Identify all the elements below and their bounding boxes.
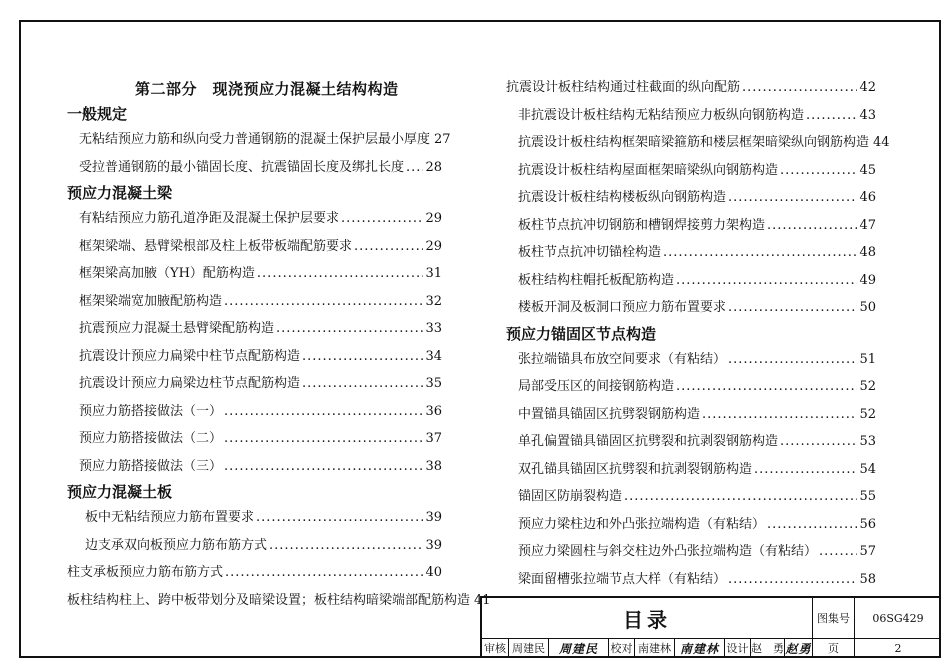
review-label: 审核 — [484, 642, 506, 655]
toc-entry-page: 34 — [425, 348, 442, 364]
toc-entry[interactable] — [67, 233, 442, 261]
toc-entry-title: 抗震预应力混凝土悬臂梁配筋构造 — [79, 321, 275, 336]
toc-entry[interactable] — [67, 315, 442, 343]
toc-entry-title: 抗震设计板柱结构楼板纵向钢筋构造 — [518, 190, 727, 205]
checker-signature: 南建林 — [679, 641, 719, 656]
toc-entry-page: 49 — [859, 272, 876, 288]
design-label-cell — [724, 638, 750, 658]
toc-leader-dots — [728, 566, 857, 593]
review-label-cell — [482, 638, 508, 658]
page-number-cell — [854, 638, 941, 658]
toc-entry-title: 柱支承板预应力筋布筋方式 — [67, 565, 224, 580]
designer-signature: 赵勇 — [785, 641, 812, 656]
toc-entry-page: 54 — [859, 461, 876, 477]
toc-leader-dots — [663, 239, 857, 266]
toc-entry[interactable] — [506, 74, 876, 102]
page-label-cell — [812, 638, 854, 658]
toc-entry-title: 无粘结预应力筋和纵向受力普通钢筋的混凝土保护层最小厚度 — [79, 132, 431, 147]
toc-right-column — [506, 74, 890, 593]
toc-entry-page: 50 — [859, 300, 876, 315]
toc-leader-dots — [624, 483, 857, 510]
toc-entry[interactable] — [67, 453, 442, 481]
toc-leader-dots — [780, 428, 857, 455]
toc-entry-page: 47 — [859, 217, 876, 233]
toc-entry-title: 边支承双向板预应力筋布筋方式 — [85, 537, 268, 553]
toc-entry[interactable] — [67, 260, 442, 288]
atlas-label-cell — [812, 598, 854, 638]
toc-entry[interactable] — [506, 212, 876, 240]
toc-leader-dots — [257, 260, 424, 287]
toc-leader-dots — [754, 456, 857, 483]
toc-entry-page: 41 — [474, 592, 491, 608]
title-block-top-row — [482, 598, 941, 639]
page-number: 2 — [894, 641, 902, 655]
atlas-number: 06SG429 — [872, 611, 924, 625]
toc-entry-page: 38 — [425, 458, 442, 474]
toc-entry[interactable] — [506, 566, 876, 594]
toc-entry-page: 31 — [425, 266, 442, 281]
toc-entry-page: 40 — [425, 565, 442, 580]
toc-entry[interactable] — [67, 126, 451, 154]
section-heading: 预应力锚固区节点构造 — [506, 324, 657, 343]
check-label: 校对 — [610, 642, 633, 655]
toc-entry-page: 29 — [425, 211, 442, 226]
toc-entry-title: 非抗震设计板柱结构无粘结预应力板纵向钢筋构造 — [518, 107, 805, 123]
toc-entry[interactable] — [506, 239, 876, 267]
toc-entry-title: 预应力梁柱边和外凸张拉端构造（有粘结） — [518, 516, 766, 532]
toc-leader-dots — [302, 343, 423, 370]
toc-leader-dots — [819, 538, 857, 565]
toc-entry-page: 56 — [859, 516, 876, 532]
toc-entry[interactable] — [506, 267, 876, 295]
toc-entry-title: 框架梁端宽加腋配筋构造 — [79, 293, 223, 309]
toc-leader-dots — [767, 212, 857, 239]
toc-entry-page: 27 — [434, 132, 451, 147]
toc-leader-dots — [225, 559, 423, 586]
toc-entry-page: 58 — [859, 571, 876, 587]
toc-leader-dots — [806, 102, 857, 129]
toc-leader-dots — [728, 346, 857, 373]
toc-entry[interactable] — [67, 343, 442, 371]
toc-left-column — [67, 102, 491, 614]
toc-leader-dots — [224, 453, 423, 480]
toc-entry[interactable] — [506, 483, 876, 511]
toc-entry-page: 39 — [425, 510, 442, 525]
toc-entry-page: 29 — [425, 238, 442, 254]
toc-entry[interactable] — [506, 157, 876, 185]
toc-entry-page: 37 — [425, 431, 442, 446]
check-label-cell — [608, 638, 634, 658]
toc-entry-page: 45 — [859, 162, 876, 178]
toc-leader-dots — [276, 315, 423, 342]
toc-leader-dots — [742, 74, 857, 101]
toc-entry-title: 抗震设计预应力扁梁边柱节点配筋构造 — [79, 376, 301, 391]
section-heading: 一般规定 — [67, 105, 128, 123]
toc-leader-dots — [702, 401, 857, 428]
toc-entry-page: 33 — [425, 321, 442, 336]
toc-leader-dots — [676, 267, 857, 294]
design-label: 设计 — [726, 642, 749, 655]
section-heading: 预应力混凝土梁 — [67, 184, 173, 202]
toc-entry-title: 有粘结预应力筋孔道净距及混凝土保护层要求 — [79, 211, 340, 226]
reviewer-signature: 周建民 — [558, 641, 598, 656]
check-name-cell — [634, 638, 674, 658]
toc-entry[interactable] — [67, 205, 442, 233]
toc-entry[interactable] — [67, 425, 442, 453]
toc-entry[interactable] — [67, 587, 491, 615]
toc-entry-title: 预应力筋搭接做法（一） — [79, 403, 223, 419]
toc-entry-title: 楼板开洞及板洞口预应力筋布置要求 — [518, 300, 727, 315]
toc-entry-page: 57 — [859, 544, 876, 559]
toc-leader-dots — [767, 511, 857, 538]
review-name-cell — [508, 638, 548, 658]
toc-entry[interactable] — [506, 294, 876, 322]
toc-entry-page: 53 — [859, 434, 876, 449]
toc-entry-page: 46 — [859, 190, 876, 205]
toc-entry-title: 板柱结构柱上、跨中板带划分及暗梁设置；板柱结构暗梁端部配筋构造 — [67, 592, 471, 608]
toc-entry-title: 张拉端锚具布放空间要求（有粘结） — [518, 351, 727, 367]
toc-entry-title: 框架梁端、悬臂梁根部及柱上板带板端配筋要求 — [79, 238, 353, 254]
toc-leader-dots — [780, 157, 857, 184]
atlas-no-cell — [854, 598, 941, 638]
toc-entry-title: 梁面留槽张拉端节点大样（有粘结） — [518, 571, 727, 587]
toc-entry[interactable] — [67, 532, 442, 560]
toc-leader-dots — [406, 154, 423, 181]
toc-entry-title: 中置锚具锚固区抗劈裂钢筋构造 — [518, 406, 701, 422]
toc-entry[interactable] — [67, 154, 442, 182]
toc-entry[interactable] — [506, 373, 876, 401]
toc-entry-page: 52 — [859, 379, 876, 394]
toc-entry[interactable] — [67, 504, 442, 532]
toc-entry-page: 52 — [859, 406, 876, 422]
toc-entry-page: 43 — [859, 107, 876, 123]
toc-entry-title: 预应力筋搭接做法（三） — [79, 458, 223, 474]
toc-entry-page: 48 — [859, 245, 876, 260]
section-heading: 预应力混凝土板 — [67, 483, 173, 501]
toc-entry[interactable] — [67, 559, 442, 587]
toc-entry-page: 42 — [859, 80, 876, 95]
toc-entry-page: 36 — [425, 403, 442, 419]
toc-entry[interactable] — [506, 456, 876, 484]
toc-entry[interactable] — [506, 129, 890, 157]
toc-leader-dots — [269, 532, 423, 559]
toc-entry-page: 55 — [859, 489, 876, 504]
toc-entry[interactable] — [506, 401, 876, 429]
check-signature-cell — [674, 638, 724, 658]
toc-entry-title: 抗震设计板柱结构屋面框架暗梁纵向钢筋构造 — [518, 162, 779, 178]
toc-leader-dots — [224, 398, 423, 425]
toc-entry[interactable] — [506, 538, 876, 566]
toc-entry-page: 39 — [425, 537, 442, 553]
design-name-cell — [750, 638, 784, 658]
toc-entry-title: 预应力梁圆柱与斜交柱边外凸张拉端构造（有粘结） — [518, 544, 818, 559]
toc-entry-title: 抗震设计预应力扁梁中柱节点配筋构造 — [79, 348, 301, 364]
toc-leader-dots — [224, 425, 423, 452]
design-signature-cell — [784, 638, 812, 658]
toc-entry-title: 板柱节点抗冲切钢筋和槽钢焊接剪力架构造 — [518, 217, 766, 233]
toc-leader-dots — [676, 373, 857, 400]
toc-entry[interactable] — [67, 370, 442, 398]
title-block-bottom-row — [482, 638, 941, 658]
drawing-title: 目录 — [623, 607, 671, 632]
toc-entry[interactable] — [67, 288, 442, 316]
toc-entry-title: 框架梁高加腋（YH）配筋构造 — [79, 266, 255, 281]
toc-entry-title: 板柱结构柱帽托板配筋构造 — [518, 272, 675, 288]
toc-entry-title: 预应力筋搭接做法（二） — [79, 431, 223, 446]
toc-leader-dots — [224, 288, 423, 315]
toc-entry-title: 锚固区防崩裂构造 — [518, 489, 623, 504]
toc-entry[interactable] — [67, 398, 442, 426]
designer-name: 赵 勇 — [751, 642, 784, 655]
part-title: 第二部分 现浇预应力混凝土结构构造 — [135, 80, 399, 98]
toc-leader-dots — [341, 205, 423, 232]
checker-name: 南建林 — [638, 642, 671, 655]
toc-entry[interactable] — [506, 102, 876, 130]
toc-entry-page: 35 — [425, 376, 442, 391]
toc-entry-title: 双孔锚具锚固区抗劈裂和抗剥裂钢筋构造 — [518, 461, 753, 477]
toc-entry-title: 受拉普通钢筋的最小锚固长度、抗震锚固长度及绑扎长度 — [79, 159, 405, 175]
toc-entry-title: 抗震设计板柱结构通过柱截面的纵向配筋 — [506, 80, 741, 95]
toc-entry-title: 局部受压区的间接钢筋构造 — [518, 379, 675, 394]
atlas-label: 图集号 — [817, 612, 850, 625]
review-signature-cell — [548, 638, 608, 658]
toc-entry[interactable] — [506, 346, 876, 374]
title-block — [480, 596, 941, 658]
title-cell — [482, 598, 812, 638]
toc-entry-page: 44 — [873, 135, 890, 150]
toc-entry[interactable] — [506, 511, 876, 539]
toc-entry-page: 51 — [859, 351, 876, 367]
toc-entry-title: 板柱节点抗冲切锚栓构造 — [518, 245, 662, 260]
toc-leader-dots — [256, 504, 423, 531]
toc-entry[interactable] — [506, 184, 876, 212]
toc-leader-dots — [302, 370, 423, 397]
reviewer-name: 周建民 — [512, 642, 545, 655]
toc-entry-page: 32 — [425, 293, 442, 309]
toc-leader-dots — [728, 294, 857, 321]
toc-leader-dots — [728, 184, 857, 211]
toc-entry-page: 28 — [425, 159, 442, 175]
toc-entry-title: 单孔偏置锚具锚固区抗劈裂和抗剥裂钢筋构造 — [518, 434, 779, 449]
toc-entry-title: 板中无粘结预应力筋布置要求 — [85, 510, 255, 525]
toc-leader-dots — [354, 233, 423, 260]
page-label: 页 — [828, 642, 839, 655]
toc-entry-title: 抗震设计板柱结构框架暗梁箍筋和楼层框架暗梁纵向钢筋构造 — [518, 135, 870, 150]
toc-entry[interactable] — [506, 428, 876, 456]
